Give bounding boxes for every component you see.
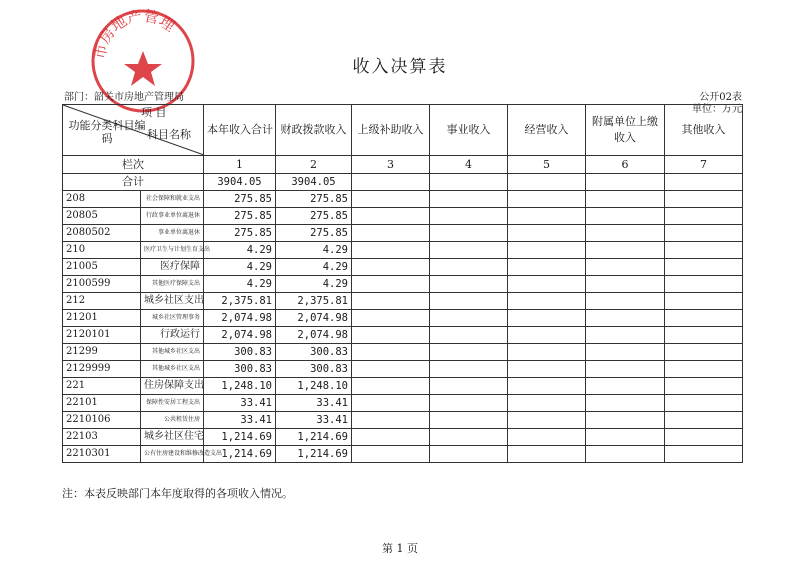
- row-total-income: 2,074.98: [204, 310, 276, 327]
- row-fiscal-income: 4.29: [276, 259, 352, 276]
- row-operating-income: [508, 378, 586, 395]
- total-value: 3904.05: [276, 174, 352, 191]
- row-fiscal-income: 4.29: [276, 276, 352, 293]
- row-fiscal-income: 2,074.98: [276, 310, 352, 327]
- row-superior-income: [352, 293, 430, 310]
- total-value: [508, 174, 586, 191]
- row-superior-income: [352, 276, 430, 293]
- row-total-income: 275.85: [204, 225, 276, 242]
- row-other-income: [665, 412, 743, 429]
- row-business-income: [430, 293, 508, 310]
- row-fiscal-income: 275.85: [276, 191, 352, 208]
- row-operating-income: [508, 276, 586, 293]
- row-fiscal-income: 1,248.10: [276, 378, 352, 395]
- col-header-affiliated: 附属单位上缴收入: [586, 105, 665, 156]
- total-value: 3904.05: [204, 174, 276, 191]
- row-superior-income: [352, 378, 430, 395]
- row-other-income: [665, 361, 743, 378]
- row-other-income: [665, 242, 743, 259]
- row-business-income: [430, 310, 508, 327]
- row-subject-name: 医疗卫生与计划生育支出: [141, 242, 204, 259]
- total-value: [665, 174, 743, 191]
- row-operating-income: [508, 293, 586, 310]
- row-total-income: 275.85: [204, 191, 276, 208]
- row-code: 2210301: [63, 446, 141, 463]
- row-total-income: 1,214.69: [204, 446, 276, 463]
- row-fiscal-income: 4.29: [276, 242, 352, 259]
- row-fiscal-income: 1,214.69: [276, 429, 352, 446]
- col-number: 5: [508, 156, 586, 174]
- row-code: 20805: [63, 208, 141, 225]
- row-affiliated-income: [586, 446, 665, 463]
- table-row: [63, 293, 743, 310]
- row-superior-income: [352, 344, 430, 361]
- col-number: 2: [276, 156, 352, 174]
- row-other-income: [665, 429, 743, 446]
- row-total-income: 1,214.69: [204, 429, 276, 446]
- item-label: 项 目: [141, 106, 167, 119]
- row-code: 208: [63, 191, 141, 208]
- row-superior-income: [352, 327, 430, 344]
- table-row: [63, 242, 743, 259]
- row-operating-income: [508, 208, 586, 225]
- row-superior-income: [352, 395, 430, 412]
- row-other-income: [665, 191, 743, 208]
- row-subject-name: 社会保障和就业支出: [141, 191, 204, 208]
- row-business-income: [430, 191, 508, 208]
- table-row: [63, 361, 743, 378]
- row-operating-income: [508, 446, 586, 463]
- table-row: [63, 327, 743, 344]
- header-diagonal-cell: [63, 105, 204, 156]
- row-fiscal-income: 300.83: [276, 344, 352, 361]
- row-code: 2129999: [63, 361, 141, 378]
- row-total-income: 300.83: [204, 344, 276, 361]
- row-subject-name: 其他城乡社区支出: [141, 344, 204, 361]
- row-superior-income: [352, 259, 430, 276]
- row-code: 2080502: [63, 225, 141, 242]
- row-code: 2120101: [63, 327, 141, 344]
- row-other-income: [665, 446, 743, 463]
- row-business-income: [430, 429, 508, 446]
- row-subject-name: 城乡社区管理事务: [141, 310, 204, 327]
- row-total-income: 300.83: [204, 361, 276, 378]
- col-number: 4: [430, 156, 508, 174]
- lanci-label: 栏次: [63, 156, 204, 174]
- row-other-income: [665, 395, 743, 412]
- row-affiliated-income: [586, 429, 665, 446]
- table-row: [63, 310, 743, 327]
- row-total-income: 1,248.10: [204, 378, 276, 395]
- table-body: [63, 191, 743, 463]
- row-operating-income: [508, 344, 586, 361]
- row-fiscal-income: 33.41: [276, 395, 352, 412]
- row-operating-income: [508, 361, 586, 378]
- total-row: [63, 174, 743, 191]
- row-code: 2100599: [63, 276, 141, 293]
- row-affiliated-income: [586, 242, 665, 259]
- row-total-income: 4.29: [204, 242, 276, 259]
- col-header-other: 其他收入: [665, 105, 743, 156]
- footnote: 注：本表反映部门本年度取得的各项收入情况。: [62, 487, 293, 500]
- col-header-operating: 经营收入: [508, 105, 586, 156]
- row-affiliated-income: [586, 412, 665, 429]
- row-affiliated-income: [586, 259, 665, 276]
- page-number: 第 1 页: [382, 542, 418, 555]
- total-value: [430, 174, 508, 191]
- row-subject-name: 住房保障支出: [141, 378, 204, 395]
- row-other-income: [665, 276, 743, 293]
- row-affiliated-income: [586, 378, 665, 395]
- row-code: 221: [63, 378, 141, 395]
- row-business-income: [430, 378, 508, 395]
- unit-label: 单位：万元: [692, 104, 742, 115]
- row-fiscal-income: 2,375.81: [276, 293, 352, 310]
- row-subject-name: 事业单位离退休: [141, 225, 204, 242]
- row-fiscal-income: 1,214.69: [276, 446, 352, 463]
- row-code: 210: [63, 242, 141, 259]
- row-business-income: [430, 344, 508, 361]
- row-affiliated-income: [586, 293, 665, 310]
- row-fiscal-income: 300.83: [276, 361, 352, 378]
- row-code: 22103: [63, 429, 141, 446]
- row-subject-name: 城乡社区住宅: [141, 429, 204, 446]
- row-affiliated-income: [586, 310, 665, 327]
- row-operating-income: [508, 310, 586, 327]
- row-operating-income: [508, 242, 586, 259]
- row-total-income: 2,074.98: [204, 327, 276, 344]
- row-code: 21201: [63, 310, 141, 327]
- row-subject-name: 保障性安居工程支出: [141, 395, 204, 412]
- row-subject-name: 公共租赁住房: [141, 412, 204, 429]
- col-number: 7: [665, 156, 743, 174]
- row-subject-name: 其他医疗保障支出: [141, 276, 204, 293]
- row-business-income: [430, 276, 508, 293]
- col-number: 3: [352, 156, 430, 174]
- row-other-income: [665, 208, 743, 225]
- row-other-income: [665, 327, 743, 344]
- row-affiliated-income: [586, 344, 665, 361]
- total-value: [352, 174, 430, 191]
- col-header-superior: 上级补助收入: [352, 105, 430, 156]
- table-row: [63, 344, 743, 361]
- row-operating-income: [508, 395, 586, 412]
- row-affiliated-income: [586, 361, 665, 378]
- row-business-income: [430, 327, 508, 344]
- row-superior-income: [352, 191, 430, 208]
- row-code: 2210106: [63, 412, 141, 429]
- row-code: 212: [63, 293, 141, 310]
- row-business-income: [430, 225, 508, 242]
- row-subject-name: 医疗保障: [141, 259, 204, 276]
- row-operating-income: [508, 191, 586, 208]
- row-business-income: [430, 395, 508, 412]
- row-affiliated-income: [586, 276, 665, 293]
- row-superior-income: [352, 242, 430, 259]
- row-operating-income: [508, 327, 586, 344]
- row-fiscal-income: 275.85: [276, 208, 352, 225]
- row-affiliated-income: [586, 191, 665, 208]
- row-subject-name: 行政运行: [141, 327, 204, 344]
- row-business-income: [430, 208, 508, 225]
- row-total-income: 33.41: [204, 395, 276, 412]
- subject-name-header: 科目名称: [147, 128, 191, 141]
- table-row: [63, 259, 743, 276]
- table-row: [63, 191, 743, 208]
- row-operating-income: [508, 225, 586, 242]
- row-other-income: [665, 293, 743, 310]
- row-operating-income: [508, 429, 586, 446]
- row-subject-name: 其他城乡社区支出: [141, 361, 204, 378]
- row-subject-name: 行政事业单位离退休: [141, 208, 204, 225]
- table-row: [63, 395, 743, 412]
- table-row: [63, 412, 743, 429]
- row-code: 21299: [63, 344, 141, 361]
- row-code: 21005: [63, 259, 141, 276]
- table-row: [63, 446, 743, 463]
- col-header-total: 本年收入合计: [204, 105, 276, 156]
- col-number: 6: [586, 156, 665, 174]
- col-number: 1: [204, 156, 276, 174]
- row-superior-income: [352, 225, 430, 242]
- row-business-income: [430, 259, 508, 276]
- func-code-header: 功能分类科目编码: [68, 119, 146, 145]
- income-table: [62, 104, 743, 463]
- row-total-income: 4.29: [204, 276, 276, 293]
- row-total-income: 4.29: [204, 259, 276, 276]
- row-other-income: [665, 259, 743, 276]
- row-code: 22101: [63, 395, 141, 412]
- row-fiscal-income: 275.85: [276, 225, 352, 242]
- row-affiliated-income: [586, 395, 665, 412]
- row-other-income: [665, 378, 743, 395]
- table-row: [63, 276, 743, 293]
- table-row: [63, 378, 743, 395]
- seal-text: 市房地产管理: [90, 6, 179, 61]
- row-other-income: [665, 310, 743, 327]
- row-fiscal-income: 2,074.98: [276, 327, 352, 344]
- row-subject-name: 公有住房建设和维修改造支出: [141, 446, 204, 463]
- row-business-income: [430, 242, 508, 259]
- row-fiscal-income: 33.41: [276, 412, 352, 429]
- row-superior-income: [352, 361, 430, 378]
- row-superior-income: [352, 412, 430, 429]
- table-row: [63, 429, 743, 446]
- row-affiliated-income: [586, 208, 665, 225]
- row-operating-income: [508, 259, 586, 276]
- row-other-income: [665, 344, 743, 361]
- row-total-income: 2,375.81: [204, 293, 276, 310]
- form-number: 公开02表: [699, 92, 742, 103]
- row-superior-income: [352, 429, 430, 446]
- row-affiliated-income: [586, 327, 665, 344]
- table-row: [63, 208, 743, 225]
- row-total-income: 33.41: [204, 412, 276, 429]
- row-other-income: [665, 225, 743, 242]
- row-affiliated-income: [586, 225, 665, 242]
- row-superior-income: [352, 446, 430, 463]
- table-row: [63, 225, 743, 242]
- department-label: 部门：韶关市房地产管理局: [64, 92, 184, 103]
- col-header-business: 事业收入: [430, 105, 508, 156]
- row-business-income: [430, 412, 508, 429]
- row-superior-income: [352, 208, 430, 225]
- row-operating-income: [508, 412, 586, 429]
- page-title: 收入决算表: [352, 57, 448, 77]
- total-label: 合计: [63, 174, 204, 191]
- row-total-income: 275.85: [204, 208, 276, 225]
- row-superior-income: [352, 310, 430, 327]
- col-header-fiscal: 财政拨款收入: [276, 105, 352, 156]
- row-subject-name: 城乡社区支出: [141, 293, 204, 310]
- total-value: [586, 174, 665, 191]
- row-business-income: [430, 446, 508, 463]
- row-business-income: [430, 361, 508, 378]
